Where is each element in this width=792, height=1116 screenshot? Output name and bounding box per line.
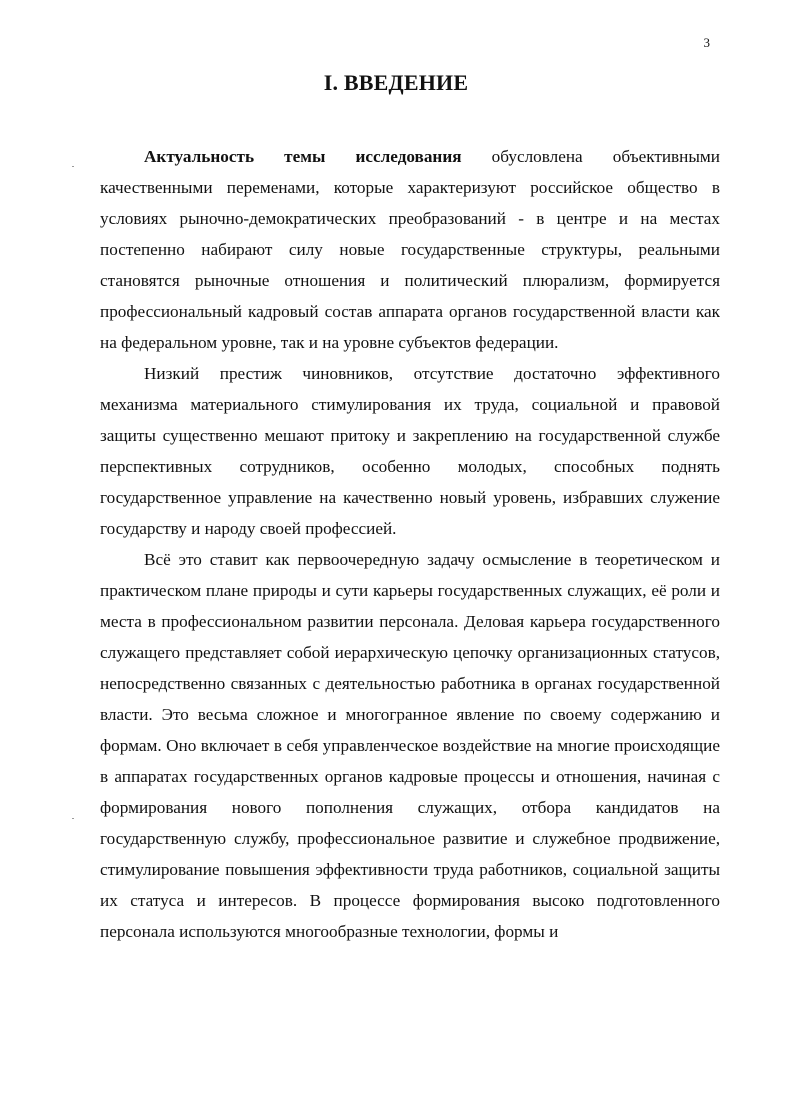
paragraph-lead: Актуальность темы исследования bbox=[144, 147, 462, 166]
paragraph-prestige bbox=[100, 358, 720, 544]
paragraph-relevance bbox=[100, 141, 720, 358]
scan-margin-mark bbox=[72, 166, 74, 167]
scan-margin-mark bbox=[72, 818, 74, 819]
section-heading: I. ВВЕДЕНИЕ bbox=[323, 70, 469, 95]
paragraph-text: Всё это ставит как первоочередную задачу осмысление в теоретическом и практическом плане природы и сути карьеры государственных служащих, её роли и места в профессиональном развитии персонала. Деловая карьера государственного служащего представляет собой иерархическую цепочку организационных статусов, непосредственно связанных с деятельностью работника в органах государственной власти. Это весьма сложное и многогранное явление по своему содержанию и формам. Оно включает в себя управленческое воздействие на многие происходящие в аппаратах государственных органов кадровые процессы и отношения, начиная с формирования нового пополнения служащих, отбора кандидатов на государственную службу, профессиональное развитие и служебное продвижение, стимулирование повышения эффективности труда работников, социальной защиты их статуса и интересов. В процессе формирования высоко подготовленного персонала используются многообразные технологии, формы и bbox=[100, 550, 720, 941]
paragraph-career bbox=[100, 544, 720, 947]
body-text bbox=[100, 141, 720, 947]
page-number: 3 bbox=[703, 35, 710, 50]
paragraph-text: обусловлена объективными качественными переменами, которые характеризуют российское общество в условиях рыночно-демократических преобразований - в центре и на местах постепенно набирают силу новые государственные структуры, реальными становятся рыночные отношения и политический плюрализм, формируется профессиональный кадровый состав аппарата органов государственной власти как на федеральном уровне, так и на уровне субъектов федерации. bbox=[100, 147, 720, 352]
paragraph-text: Низкий престиж чиновников, отсутствие достаточно эффективного механизма материального стимулирования их труда, социальной и правовой защиты существенно мешают притоку и закреплению на государственной службе перспективных сотрудников, особенно молодых, способных поднять государственное управление на качественно новый уровень, избравших служение государству и народу своей профессией. bbox=[100, 364, 720, 538]
